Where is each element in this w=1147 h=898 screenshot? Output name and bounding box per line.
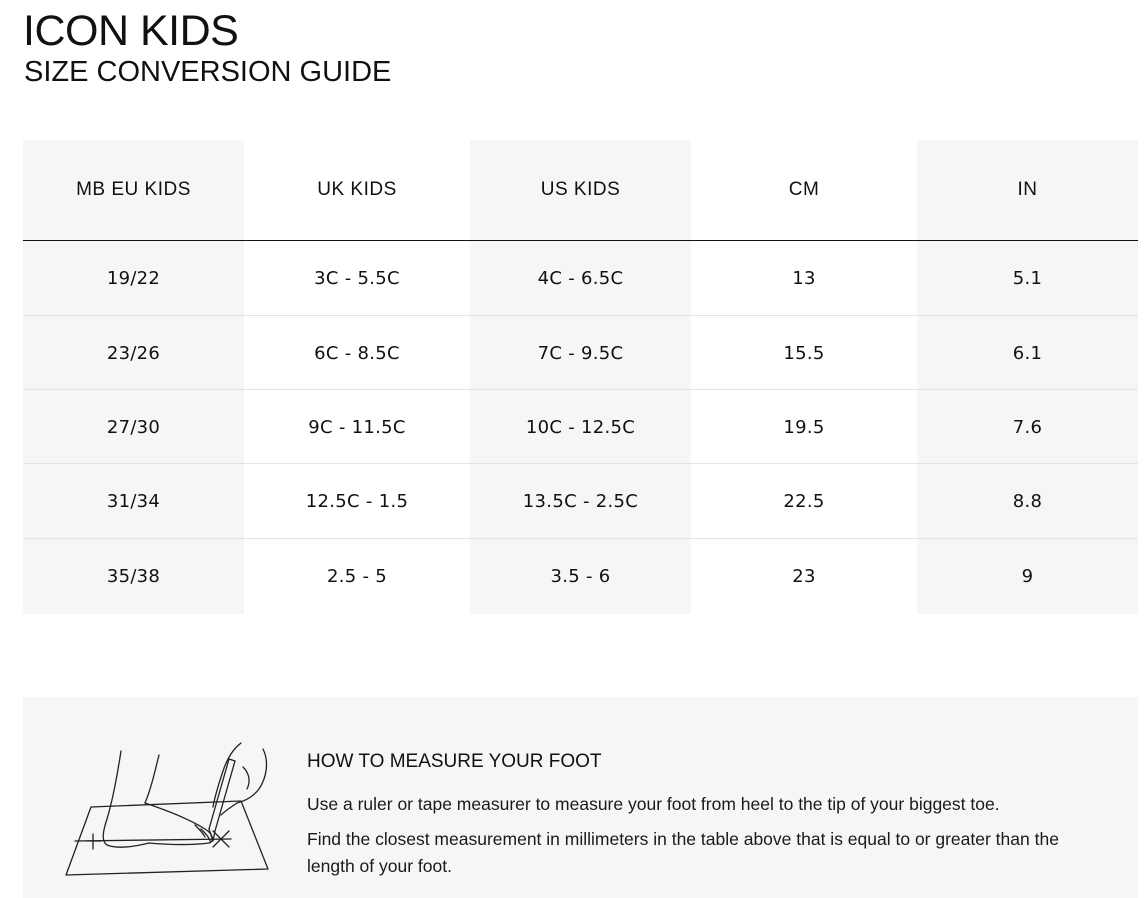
cell-mb-eu-kids: 19/22 (106, 267, 161, 289)
table-row (23, 464, 1138, 538)
column-header-in: IN (1017, 179, 1038, 200)
page-title: ICON KIDS (23, 7, 239, 55)
column-header-mb-eu-kids: MB EU KIDS (76, 179, 191, 200)
cell-cm: 19.5 (783, 416, 825, 438)
cell-in: 7.6 (1012, 416, 1043, 438)
cell-us-kids: 10C - 12.5C (525, 416, 636, 438)
cell-uk-kids: 12.5C - 1.5 (305, 490, 409, 512)
page-subtitle: SIZE CONVERSION GUIDE (24, 56, 392, 88)
cell-uk-kids: 6C - 8.5C (314, 342, 400, 364)
table-row (23, 241, 1138, 315)
how-to-measure-title: HOW TO MEASURE YOUR FOOT (307, 751, 602, 772)
how-to-measure-panel (23, 697, 1138, 898)
cell-uk-kids: 3C - 5.5C (314, 267, 400, 289)
cell-mb-eu-kids: 31/34 (106, 490, 161, 512)
how-to-measure-step-1: Use a ruler or tape measurer to measure your foot from heel to the tip of your biggest toe. (307, 794, 1000, 814)
cell-uk-kids: 2.5 - 5 (326, 565, 388, 587)
cell-us-kids: 7C - 9.5C (537, 342, 624, 364)
column-header-uk-kids: UK KIDS (317, 179, 397, 200)
cell-cm: 22.5 (783, 490, 825, 512)
cell-mb-eu-kids: 35/38 (106, 565, 161, 587)
cell-us-kids: 4C - 6.5C (537, 267, 624, 289)
cell-mb-eu-kids: 23/26 (106, 342, 161, 364)
column-header-us-kids: US KIDS (540, 179, 621, 200)
cell-in: 6.1 (1012, 342, 1043, 364)
cell-in: 8.8 (1012, 490, 1043, 512)
cell-in: 9 (1021, 565, 1034, 587)
how-to-measure-step-2: Find the closest measurement in millimeters in the table above that is equal to or greater than the length of your foot. (307, 829, 1059, 876)
cell-mb-eu-kids: 27/30 (106, 416, 161, 438)
cell-uk-kids: 9C - 11.5C (308, 416, 406, 438)
cell-us-kids: 3.5 - 6 (550, 565, 611, 587)
table-row (23, 316, 1138, 390)
table-row (23, 539, 1138, 613)
table-header-row (23, 140, 1138, 241)
cell-cm: 13 (792, 267, 816, 289)
column-header-cm: CM (788, 179, 820, 200)
cell-us-kids: 13.5C - 2.5C (522, 490, 639, 512)
cell-cm: 23 (792, 565, 816, 587)
cell-in: 5.1 (1012, 267, 1043, 289)
cell-cm: 15.5 (783, 342, 825, 364)
table-row (23, 390, 1138, 464)
foot-measuring-illustration (63, 737, 293, 887)
